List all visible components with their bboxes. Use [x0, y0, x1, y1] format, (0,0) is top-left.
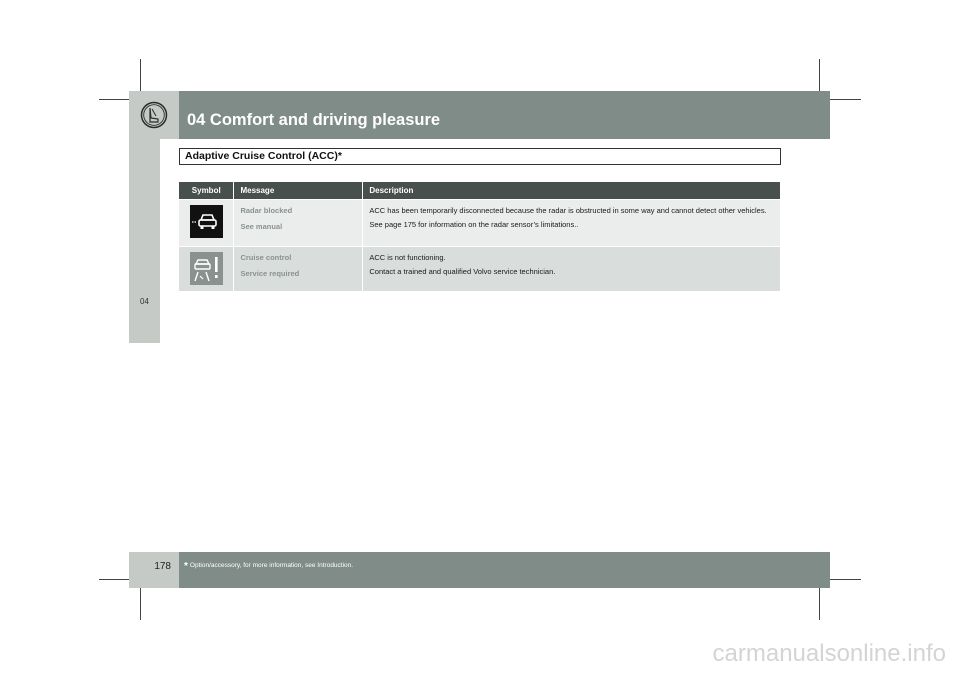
section-title-box	[179, 148, 781, 165]
description-text: See page 175 for information on the radar sensor’s limitations..	[369, 219, 579, 229]
page-title: 04 Comfort and driving pleasure	[187, 111, 441, 129]
table-header-row	[179, 182, 781, 200]
header-bar	[179, 91, 830, 139]
message-cell	[234, 200, 363, 247]
description-text: ACC is not functioning.	[369, 253, 446, 262]
message-line: Service required	[240, 269, 300, 278]
description-text: ACC has been temporarily disconnected because the radar is obstructed in some way and cannot detect other vehicles.	[369, 206, 767, 215]
driver-seat-icon	[140, 101, 168, 129]
footer-bar	[179, 552, 830, 588]
radar-blocked-car-icon	[190, 205, 223, 238]
message-line: Cruise control	[240, 253, 292, 262]
footer-page-box	[129, 552, 179, 588]
column-header-description: Description	[363, 182, 781, 200]
header-icon-box	[129, 91, 179, 139]
page-number: 178	[154, 561, 171, 572]
message-table	[179, 182, 781, 291]
message-cell	[234, 247, 363, 292]
watermark: carmanualsonline.info	[712, 640, 946, 667]
symbol-cell	[179, 200, 234, 247]
footer-note	[184, 561, 353, 572]
column-header-symbol: Symbol	[179, 182, 234, 200]
message-line: Radar blocked	[240, 206, 293, 215]
cruise-control-warning-icon	[190, 252, 223, 285]
description-cell	[363, 247, 781, 292]
footnote-star: *	[184, 561, 188, 572]
message-line: See manual	[240, 222, 283, 231]
description-text: Contact a trained and qualified Volvo service technician.	[369, 266, 556, 276]
column-header-message: Message	[234, 182, 363, 200]
footnote-text: Option/accessory, for more information, see Introduction.	[189, 562, 354, 569]
symbol-cell	[179, 247, 234, 292]
table-row	[179, 200, 781, 247]
section-title: Adaptive Cruise Control (ACC)*	[185, 150, 342, 162]
chapter-tab-label: 04	[140, 297, 149, 306]
table-row	[179, 247, 781, 292]
description-cell	[363, 200, 781, 247]
chapter-tab	[129, 139, 160, 343]
